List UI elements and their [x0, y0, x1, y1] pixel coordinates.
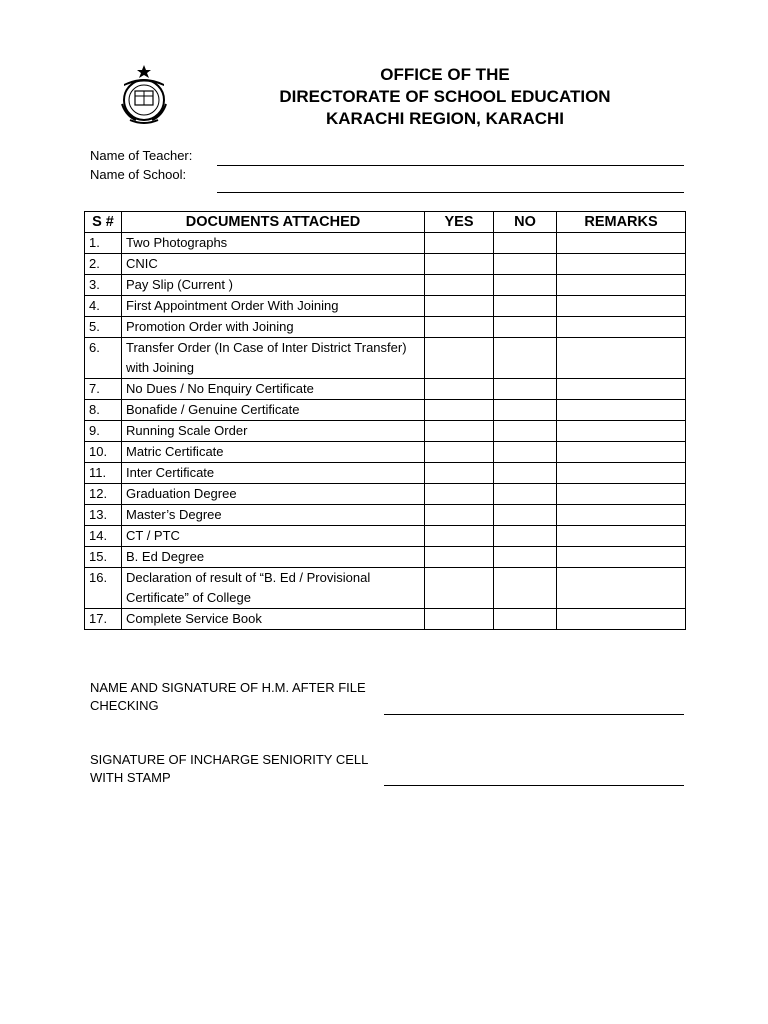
table-row — [85, 254, 686, 275]
document-name: Complete Service Book — [122, 609, 425, 630]
document-name: No Dues / No Enquiry Certificate — [122, 379, 425, 400]
table-row — [85, 505, 686, 526]
yes-cell[interactable] — [425, 400, 494, 421]
table-row — [85, 233, 686, 254]
no-cell[interactable] — [494, 463, 557, 484]
no-cell[interactable] — [494, 254, 557, 275]
document-name: Transfer Order (In Case of Inter District Transfer) with Joining — [122, 338, 425, 379]
remarks-cell[interactable] — [557, 317, 686, 338]
document-name: Two Photographs — [122, 233, 425, 254]
remarks-cell[interactable] — [557, 505, 686, 526]
row-number: 6. — [85, 338, 122, 379]
row-number: 9. — [85, 421, 122, 442]
row-number: 7. — [85, 379, 122, 400]
remarks-cell[interactable] — [557, 233, 686, 254]
yes-cell[interactable] — [425, 379, 494, 400]
table-row — [85, 463, 686, 484]
office-heading — [250, 64, 640, 130]
row-number: 5. — [85, 317, 122, 338]
remarks-cell[interactable] — [557, 526, 686, 547]
remarks-cell[interactable] — [557, 421, 686, 442]
school-name-label: Name of School: — [90, 167, 187, 182]
yes-cell[interactable] — [425, 609, 494, 630]
yes-cell[interactable] — [425, 317, 494, 338]
document-name: First Appointment Order With Joining — [122, 296, 425, 317]
table-row — [85, 338, 686, 379]
table-row — [85, 547, 686, 568]
column-header-sno: S # — [85, 212, 122, 233]
remarks-cell[interactable] — [557, 338, 686, 379]
document-name: Bonafide / Genuine Certificate — [122, 400, 425, 421]
table-row — [85, 484, 686, 505]
row-number: 12. — [85, 484, 122, 505]
remarks-cell[interactable] — [557, 275, 686, 296]
no-cell[interactable] — [494, 442, 557, 463]
row-number: 15. — [85, 547, 122, 568]
heading-line-1: OFFICE OF THE — [380, 65, 510, 84]
school-name-line[interactable] — [217, 192, 684, 193]
row-number: 14. — [85, 526, 122, 547]
yes-cell[interactable] — [425, 442, 494, 463]
yes-cell[interactable] — [425, 526, 494, 547]
hm-signature-line[interactable] — [384, 714, 684, 715]
document-name: Running Scale Order — [122, 421, 425, 442]
yes-cell[interactable] — [425, 484, 494, 505]
table-row — [85, 421, 686, 442]
no-cell[interactable] — [494, 547, 557, 568]
remarks-cell[interactable] — [557, 609, 686, 630]
row-number: 8. — [85, 400, 122, 421]
table-row — [85, 609, 686, 630]
table-row — [85, 442, 686, 463]
document-name: CNIC — [122, 254, 425, 275]
no-cell[interactable] — [494, 296, 557, 317]
remarks-cell[interactable] — [557, 254, 686, 275]
column-header-remarks: REMARKS — [557, 212, 686, 233]
heading-line-2: DIRECTORATE OF SCHOOL EDUCATION — [279, 87, 611, 106]
row-number: 1. — [85, 233, 122, 254]
no-cell[interactable] — [494, 400, 557, 421]
yes-cell[interactable] — [425, 233, 494, 254]
no-cell[interactable] — [494, 275, 557, 296]
table-body — [85, 233, 686, 630]
remarks-cell[interactable] — [557, 379, 686, 400]
no-cell[interactable] — [494, 379, 557, 400]
table-row — [85, 568, 686, 609]
document-name: Pay Slip (Current ) — [122, 275, 425, 296]
row-number: 3. — [85, 275, 122, 296]
document-name: Graduation Degree — [122, 484, 425, 505]
document-name: CT / PTC — [122, 526, 425, 547]
hm-signature-label: NAME AND SIGNATURE OF H.M. AFTER FILE CHECKING — [90, 680, 366, 713]
column-header-documents: DOCUMENTS ATTACHED — [122, 212, 425, 233]
yes-cell[interactable] — [425, 338, 494, 379]
yes-cell[interactable] — [425, 421, 494, 442]
teacher-name-label: Name of Teacher: — [90, 148, 193, 163]
no-cell[interactable] — [494, 484, 557, 505]
no-cell[interactable] — [494, 338, 557, 379]
no-cell[interactable] — [494, 317, 557, 338]
no-cell[interactable] — [494, 233, 557, 254]
no-cell[interactable] — [494, 505, 557, 526]
table-row — [85, 296, 686, 317]
row-number: 2. — [85, 254, 122, 275]
column-header-no: NO — [494, 212, 557, 233]
remarks-cell[interactable] — [557, 296, 686, 317]
document-name: Declaration of result of “B. Ed / Provisional Certificate” of College — [122, 568, 425, 609]
table-row — [85, 526, 686, 547]
teacher-name-line[interactable] — [217, 165, 684, 166]
no-cell[interactable] — [494, 421, 557, 442]
table-row — [85, 400, 686, 421]
documents-table — [84, 211, 686, 630]
remarks-cell[interactable] — [557, 400, 686, 421]
table-header-row — [85, 212, 686, 233]
row-number: 10. — [85, 442, 122, 463]
table-row — [85, 275, 686, 296]
remarks-cell[interactable] — [557, 463, 686, 484]
heading-line-3: KARACHI REGION, KARACHI — [326, 109, 564, 128]
yes-cell[interactable] — [425, 275, 494, 296]
incharge-signature-line[interactable] — [384, 785, 684, 786]
table-row — [85, 317, 686, 338]
yes-cell[interactable] — [425, 254, 494, 275]
no-cell[interactable] — [494, 568, 557, 609]
government-emblem-icon — [116, 64, 172, 128]
row-number: 16. — [85, 568, 122, 609]
no-cell[interactable] — [494, 609, 557, 630]
remarks-cell[interactable] — [557, 442, 686, 463]
remarks-cell[interactable] — [557, 547, 686, 568]
yes-cell[interactable] — [425, 568, 494, 609]
no-cell[interactable] — [494, 526, 557, 547]
remarks-cell[interactable] — [557, 484, 686, 505]
document-name: Matric Certificate — [122, 442, 425, 463]
table-row — [85, 379, 686, 400]
yes-cell[interactable] — [425, 505, 494, 526]
remarks-cell[interactable] — [557, 568, 686, 609]
row-number: 13. — [85, 505, 122, 526]
yes-cell[interactable] — [425, 296, 494, 317]
document-name: Inter Certificate — [122, 463, 425, 484]
document-name: Promotion Order with Joining — [122, 317, 425, 338]
document-name: B. Ed Degree — [122, 547, 425, 568]
yes-cell[interactable] — [425, 463, 494, 484]
row-number: 17. — [85, 609, 122, 630]
column-header-yes: YES — [425, 212, 494, 233]
document-name: Master’s Degree — [122, 505, 425, 526]
yes-cell[interactable] — [425, 547, 494, 568]
row-number: 4. — [85, 296, 122, 317]
row-number: 11. — [85, 463, 122, 484]
incharge-signature-label: SIGNATURE OF INCHARGE SENIORITY CELL WITH STAMP — [90, 752, 368, 785]
